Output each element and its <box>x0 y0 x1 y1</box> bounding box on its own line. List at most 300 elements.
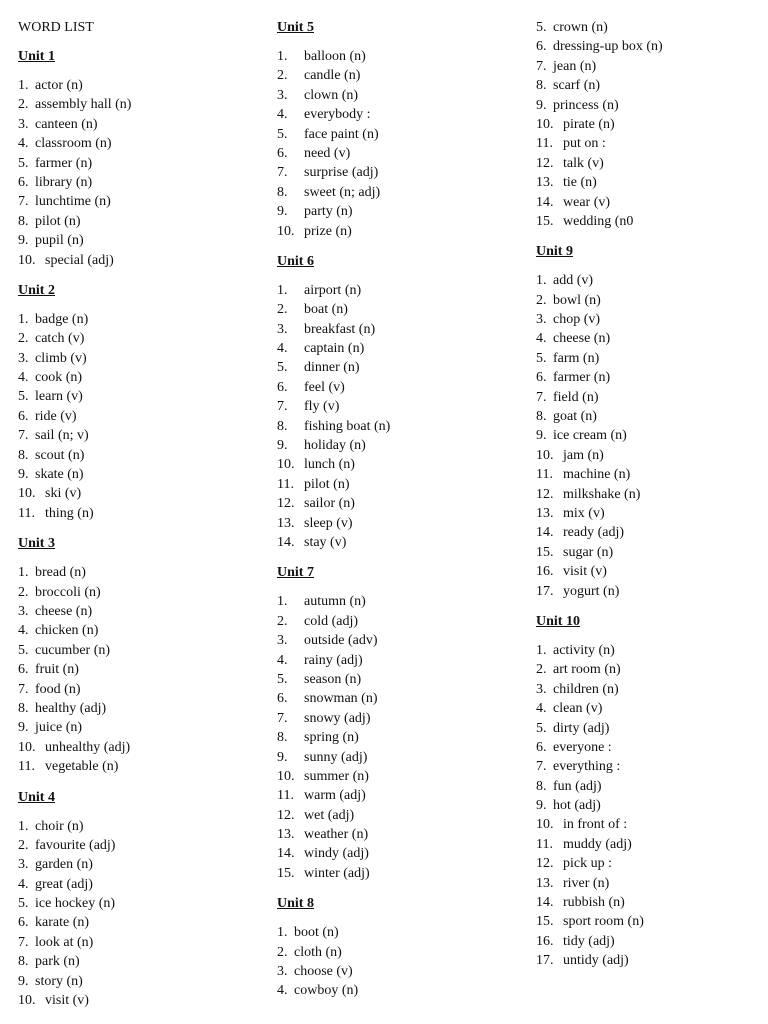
item-number: 11. <box>277 476 294 492</box>
word-item <box>18 991 258 1010</box>
item-word: bread (n) <box>35 565 86 581</box>
word-item <box>277 825 522 844</box>
word-item <box>536 893 761 912</box>
item-number: 2. <box>536 662 547 678</box>
item-number: 10. <box>536 447 554 463</box>
word-item <box>18 231 258 250</box>
item-number: 12. <box>536 486 554 502</box>
word-item <box>277 125 522 144</box>
item-word: breakfast (n) <box>304 321 376 337</box>
item-number: 2. <box>277 68 288 84</box>
word-item <box>536 57 761 76</box>
word-item <box>277 222 522 241</box>
word-list <box>18 310 258 523</box>
item-word: balloon (n) <box>304 49 366 64</box>
item-word: visit (v) <box>45 993 89 1009</box>
item-word: cheese (n) <box>35 603 93 619</box>
item-word: summer (n) <box>304 768 369 784</box>
item-word: cowboy (n) <box>294 983 359 999</box>
item-word: actor (n) <box>35 78 83 93</box>
item-number: 13. <box>536 875 554 891</box>
item-word: cook (n) <box>35 370 83 386</box>
word-item <box>18 718 258 737</box>
item-number: 6. <box>277 691 288 707</box>
item-word: pilot (n) <box>35 213 81 229</box>
unit-heading: Unit 3 <box>18 536 55 552</box>
item-word: food (n) <box>35 681 81 697</box>
unit-heading: Unit 2 <box>18 282 55 298</box>
word-item <box>18 192 258 211</box>
item-word: badge (n) <box>35 311 89 327</box>
item-word: dressing-up box (n) <box>553 39 663 55</box>
item-word: fruit (n) <box>35 662 79 678</box>
item-number: 9. <box>18 720 29 736</box>
word-item <box>18 757 258 776</box>
item-number: 3. <box>277 633 288 649</box>
item-word: cheese (n) <box>553 331 611 347</box>
item-number: 1. <box>18 818 29 834</box>
item-number: 9. <box>277 204 288 220</box>
unit-section <box>536 18 761 231</box>
item-number: 9. <box>18 973 29 989</box>
item-word: tidy (adj) <box>563 933 615 949</box>
item-number: 1. <box>18 78 29 93</box>
item-number: 1. <box>18 565 29 581</box>
word-item <box>277 300 522 319</box>
item-number: 15. <box>536 544 554 560</box>
item-word: bowl (n) <box>553 292 601 308</box>
item-word: surprise (adj) <box>304 165 379 181</box>
item-number: 4. <box>277 652 288 668</box>
item-word: need (v) <box>304 145 351 161</box>
item-word: snowman (n) <box>304 691 378 707</box>
item-word: visit (v) <box>563 564 607 580</box>
word-item <box>277 670 522 689</box>
item-word: winter (adj) <box>304 865 370 881</box>
item-word: everything : <box>553 759 621 775</box>
item-number: 8. <box>277 184 288 200</box>
item-number: 7. <box>18 194 29 210</box>
item-number: 11. <box>277 788 294 804</box>
word-item <box>536 193 761 212</box>
item-word: season (n) <box>304 671 362 687</box>
item-number: 7. <box>536 58 547 74</box>
item-number: 2. <box>18 331 29 347</box>
word-item <box>277 105 522 124</box>
item-number: 6. <box>536 39 547 55</box>
item-word: weather (n) <box>304 827 369 843</box>
word-item <box>536 660 761 679</box>
item-number: 9. <box>536 97 547 113</box>
word-item <box>536 523 761 542</box>
item-number: 12. <box>536 155 554 171</box>
item-number: 6. <box>18 174 29 190</box>
item-word: choir (n) <box>35 818 84 834</box>
item-number: 5. <box>18 896 29 912</box>
item-word: spring (n) <box>304 730 359 746</box>
word-item <box>18 446 258 465</box>
item-number: 8. <box>18 954 29 970</box>
item-number: 1. <box>536 642 547 658</box>
item-word: stay (v) <box>304 534 347 550</box>
word-item <box>18 563 258 582</box>
word-item <box>277 864 522 883</box>
item-word: ice hockey (n) <box>35 896 116 912</box>
word-item <box>18 913 258 932</box>
item-number: 4. <box>18 623 29 639</box>
item-word: dinner (n) <box>304 360 360 376</box>
item-number: 15. <box>536 213 554 229</box>
item-word: classroom (n) <box>35 136 112 152</box>
item-word: lunchtime (n) <box>35 194 111 210</box>
word-item <box>18 621 258 640</box>
word-item <box>18 699 258 718</box>
item-word: farm (n) <box>553 350 600 366</box>
item-number: 11. <box>18 505 35 521</box>
item-word: princess (n) <box>553 97 619 113</box>
word-item <box>536 154 761 173</box>
item-word: dirty (adj) <box>553 720 610 736</box>
item-word: pirate (n) <box>563 116 615 132</box>
unit-section <box>277 18 522 241</box>
item-number: 6. <box>277 379 288 395</box>
item-word: pilot (n) <box>304 476 350 492</box>
word-item <box>277 494 522 513</box>
item-word: fun (adj) <box>553 778 602 794</box>
word-list <box>18 76 258 270</box>
item-number: 7. <box>277 399 288 415</box>
item-word: park (n) <box>35 954 80 970</box>
word-item <box>277 806 522 825</box>
item-word: chop (v) <box>553 312 601 328</box>
item-number: 6. <box>18 408 29 424</box>
item-word: rubbish (n) <box>563 895 625 911</box>
item-number: 3. <box>277 321 288 337</box>
item-number: 10. <box>277 768 295 784</box>
unit-heading: Unit 5 <box>277 20 314 35</box>
item-number: 13. <box>536 175 554 191</box>
word-item <box>277 709 522 728</box>
item-word: mix (v) <box>563 505 605 521</box>
word-list <box>277 47 522 241</box>
item-number: 2. <box>536 292 547 308</box>
item-word: warm (adj) <box>304 788 366 804</box>
item-number: 9. <box>536 428 547 444</box>
item-word: clean (v) <box>553 701 603 717</box>
item-number: 6. <box>18 915 29 931</box>
item-word: talk (v) <box>563 155 604 171</box>
item-number: 2. <box>18 97 29 113</box>
item-word: cold (adj) <box>304 613 359 629</box>
word-item <box>18 641 258 660</box>
word-item <box>277 339 522 358</box>
item-number: 7. <box>18 681 29 697</box>
item-word: yogurt (n) <box>563 583 620 599</box>
item-number: 4. <box>277 107 288 123</box>
item-word: farmer (n) <box>553 370 611 386</box>
item-number: 5. <box>536 350 547 366</box>
word-item <box>277 163 522 182</box>
word-item <box>18 817 258 836</box>
item-number: 14. <box>277 846 295 862</box>
item-number: 14. <box>536 194 554 210</box>
item-word: activity (n) <box>553 642 615 658</box>
word-item <box>18 173 258 192</box>
word-item <box>536 115 761 134</box>
item-word: wear (v) <box>563 194 611 210</box>
word-item <box>18 465 258 484</box>
item-word: sugar (n) <box>563 544 614 560</box>
word-item <box>277 923 522 942</box>
unit-heading: Unit 6 <box>277 253 314 269</box>
item-number: 13. <box>277 515 295 531</box>
word-item <box>18 329 258 348</box>
unit-section <box>277 894 522 1001</box>
item-number: 7. <box>18 934 29 950</box>
item-number: 4. <box>18 876 29 892</box>
item-number: 15. <box>536 914 554 930</box>
word-item <box>536 874 761 893</box>
item-number: 6. <box>18 662 29 678</box>
item-number: 10. <box>18 486 36 502</box>
item-number: 1. <box>277 49 288 64</box>
word-item <box>18 484 258 503</box>
item-word: farmer (n) <box>35 155 93 171</box>
item-word: lunch (n) <box>304 457 355 473</box>
item-number: 10. <box>18 993 36 1009</box>
item-word: juice (n) <box>35 720 83 736</box>
item-number: 8. <box>536 778 547 794</box>
item-number: 6. <box>536 739 547 755</box>
item-word: untidy (adj) <box>563 953 629 969</box>
item-number: 8. <box>18 447 29 463</box>
word-item <box>536 738 761 757</box>
item-number: 3. <box>536 312 547 328</box>
unit-section <box>536 242 761 601</box>
item-word: learn (v) <box>35 389 83 405</box>
item-word: pupil (n) <box>35 233 84 249</box>
item-number: 8. <box>277 418 288 434</box>
item-word: karate (n) <box>35 915 90 931</box>
unit-section <box>277 563 522 883</box>
item-number: 2. <box>18 837 29 853</box>
item-word: everyone : <box>553 739 612 755</box>
item-word: everybody : <box>304 107 371 123</box>
item-word: ready (adj) <box>563 525 625 541</box>
item-word: river (n) <box>563 875 610 891</box>
item-number: 11. <box>536 136 553 152</box>
item-number: 13. <box>536 505 554 521</box>
item-word: sport room (n) <box>563 914 644 930</box>
item-number: 3. <box>18 857 29 873</box>
word-item <box>18 875 258 894</box>
word-item <box>18 76 258 95</box>
item-word: hot (adj) <box>553 798 601 814</box>
word-item <box>18 972 258 991</box>
item-word: wet (adj) <box>304 807 355 823</box>
item-word: in front of : <box>563 817 628 833</box>
word-item <box>18 933 258 952</box>
item-number: 11. <box>536 467 553 483</box>
item-number: 10. <box>277 223 295 239</box>
word-item <box>277 86 522 105</box>
word-item <box>277 514 522 533</box>
word-item <box>277 183 522 202</box>
item-word: art room (n) <box>553 662 621 678</box>
word-item <box>18 738 258 757</box>
word-item <box>18 602 258 621</box>
item-word: look at (n) <box>35 934 94 950</box>
item-word: vegetable (n) <box>45 759 119 775</box>
item-number: 4. <box>536 701 547 717</box>
item-word: feel (v) <box>304 379 345 395</box>
word-item <box>536 815 761 834</box>
word-list <box>277 923 522 1001</box>
word-item <box>18 95 258 114</box>
word-item <box>277 417 522 436</box>
word-item <box>18 836 258 855</box>
item-number: 5. <box>277 360 288 376</box>
word-item <box>277 202 522 221</box>
item-number: 17. <box>536 583 554 599</box>
item-word: sleep (v) <box>304 515 353 531</box>
item-word: scarf (n) <box>553 78 601 94</box>
word-item <box>536 835 761 854</box>
item-number: 8. <box>277 730 288 746</box>
item-word: chicken (n) <box>35 623 99 639</box>
item-number: 7. <box>536 759 547 775</box>
word-item <box>536 854 761 873</box>
word-item <box>18 387 258 406</box>
word-item <box>18 426 258 445</box>
word-item <box>277 66 522 85</box>
word-item <box>536 699 761 718</box>
item-word: outside (adv) <box>304 633 378 649</box>
word-item <box>18 504 258 523</box>
item-word: children (n) <box>553 681 619 697</box>
unit-heading: Unit 1 <box>18 49 55 64</box>
word-list <box>18 563 258 776</box>
item-number: 16. <box>536 933 554 949</box>
item-number: 3. <box>18 350 29 366</box>
item-word: canteen (n) <box>35 116 98 132</box>
word-item <box>277 436 522 455</box>
word-item <box>277 651 522 670</box>
word-item <box>18 349 258 368</box>
item-number: 12. <box>277 496 295 512</box>
item-word: milkshake (n) <box>563 486 641 502</box>
word-item <box>277 475 522 494</box>
item-word: fishing boat (n) <box>304 418 391 434</box>
word-item <box>277 144 522 163</box>
word-item <box>536 76 761 95</box>
word-item <box>277 943 522 962</box>
word-item <box>536 291 761 310</box>
item-word: climb (v) <box>35 350 87 366</box>
word-item <box>536 271 761 290</box>
item-number: 10. <box>536 817 554 833</box>
item-word: sunny (adj) <box>304 749 368 765</box>
item-word: party (n) <box>304 204 353 220</box>
word-item <box>536 465 761 484</box>
word-item <box>536 543 761 562</box>
unit-section <box>18 47 258 270</box>
word-item <box>18 407 258 426</box>
item-word: rainy (adj) <box>304 652 363 668</box>
column-3 <box>536 18 761 982</box>
word-item <box>536 368 761 387</box>
item-number: 10. <box>18 739 36 755</box>
item-number: 8. <box>536 78 547 94</box>
item-word: jam (n) <box>563 447 604 463</box>
item-number: 9. <box>277 749 288 765</box>
item-word: ride (v) <box>35 408 77 424</box>
item-number: 9. <box>18 233 29 249</box>
word-item <box>277 962 522 981</box>
item-number: 6. <box>536 370 547 386</box>
item-number: 5. <box>18 389 29 405</box>
item-word: snowy (adj) <box>304 710 371 726</box>
word-item <box>277 767 522 786</box>
document-title: WORD LIST <box>18 20 94 35</box>
item-word: library (n) <box>35 174 93 190</box>
item-word: healthy (adj) <box>35 700 107 716</box>
item-word: fly (v) <box>304 399 340 415</box>
word-item <box>536 134 761 153</box>
item-number: 8. <box>536 409 547 425</box>
word-item <box>536 388 761 407</box>
item-word: choose (v) <box>294 964 353 980</box>
item-word: windy (adj) <box>304 846 369 862</box>
item-word: put on : <box>563 136 606 152</box>
item-word: catch (v) <box>35 331 85 347</box>
word-list <box>18 817 258 1011</box>
item-word: great (adj) <box>35 876 93 892</box>
column-1 <box>18 18 258 1021</box>
item-number: 2. <box>277 302 288 318</box>
word-item <box>18 855 258 874</box>
word-item <box>536 485 761 504</box>
item-word: autumn (n) <box>304 594 366 610</box>
item-word: holiday (n) <box>304 438 366 454</box>
item-word: goat (n) <box>553 409 597 425</box>
word-item <box>536 212 761 231</box>
word-list <box>536 271 761 601</box>
word-item <box>536 777 761 796</box>
word-item <box>277 533 522 552</box>
item-number: 7. <box>277 165 288 181</box>
item-number: 16. <box>536 564 554 580</box>
item-number: 9. <box>277 438 288 454</box>
unit-heading: Unit 7 <box>277 565 314 581</box>
word-item <box>277 786 522 805</box>
word-item <box>18 134 258 153</box>
word-item <box>277 378 522 397</box>
item-word: muddy (adj) <box>563 836 632 852</box>
item-word: thing (n) <box>45 505 94 521</box>
item-number: 4. <box>18 370 29 386</box>
unit-heading: Unit 9 <box>536 244 573 260</box>
word-item <box>277 397 522 416</box>
word-item <box>18 680 258 699</box>
word-list <box>536 641 761 971</box>
word-item <box>536 310 761 329</box>
unit-section <box>536 612 761 971</box>
unit-section <box>18 534 258 776</box>
word-item <box>18 368 258 387</box>
item-word: unhealthy (adj) <box>45 739 131 755</box>
word-item <box>277 689 522 708</box>
